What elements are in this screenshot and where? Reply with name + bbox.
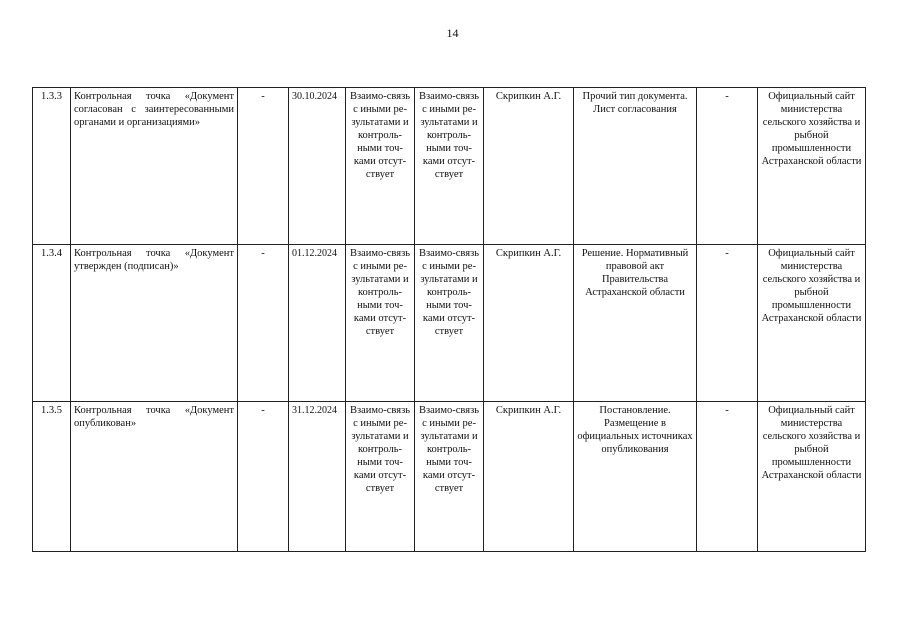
empty-cell: - <box>238 402 289 552</box>
control-point-name: Контрольная точка «Документ опубликован» <box>71 402 238 552</box>
table-row <box>33 245 866 402</box>
empty-cell: - <box>697 402 758 552</box>
relation-previous: Взаимо-связь с иными ре-зультатами и контроль-ными точ-ками отсут-ствует <box>346 245 415 402</box>
relation-next: Взаимо-связь с иными ре-зультатами и контроль-ными точ-ками отсут-ствует <box>415 245 484 402</box>
due-date: 31.12.2024 <box>289 402 346 552</box>
empty-cell: - <box>697 88 758 245</box>
table-row <box>33 88 866 245</box>
responsible-person: Скрипкин А.Г. <box>484 88 574 245</box>
row-number: 1.3.4 <box>33 245 71 402</box>
information-system: Официальный сайт министерства сельского хозяйства и рыбной промышленности Астраханской области <box>758 88 866 245</box>
table-row <box>33 402 866 552</box>
control-point-name: Контрольная точка «Документ утвержден (подписан)» <box>71 245 238 402</box>
row-number: 1.3.3 <box>33 88 71 245</box>
due-date: 01.12.2024 <box>289 245 346 402</box>
responsible-person: Скрипкин А.Г. <box>484 245 574 402</box>
relation-previous: Взаимо-связь с иными ре-зультатами и контроль-ными точ-ками отсут-ствует <box>346 88 415 245</box>
empty-cell: - <box>697 245 758 402</box>
relation-next: Взаимо-связь с иными ре-зультатами и контроль-ными точ-ками отсут-ствует <box>415 402 484 552</box>
relation-previous: Взаимо-связь с иными ре-зультатами и контроль-ными точ-ками отсут-ствует <box>346 402 415 552</box>
due-date: 30.10.2024 <box>289 88 346 245</box>
page-number: 14 <box>446 26 459 40</box>
document-type: Постановление. Размещение в официальных источниках опубликования <box>574 402 697 552</box>
information-system: Официальный сайт министерства сельского хозяйства и рыбной промышленности Астраханской области <box>758 245 866 402</box>
empty-cell: - <box>238 88 289 245</box>
control-points-table <box>32 87 866 552</box>
control-point-name: Контрольная точка «Документ согласован с заинтересованными органами и организациями» <box>71 88 238 245</box>
responsible-person: Скрипкин А.Г. <box>484 402 574 552</box>
row-number: 1.3.5 <box>33 402 71 552</box>
document-type: Решение. Нормативный правовой акт Правительства Астраханской области <box>574 245 697 402</box>
information-system: Официальный сайт министерства сельского хозяйства и рыбной промышленности Астраханской области <box>758 402 866 552</box>
relation-next: Взаимо-связь с иными ре-зультатами и контроль-ными точ-ками отсут-ствует <box>415 88 484 245</box>
document-type: Прочий тип документа. Лист согласования <box>574 88 697 245</box>
empty-cell: - <box>238 245 289 402</box>
